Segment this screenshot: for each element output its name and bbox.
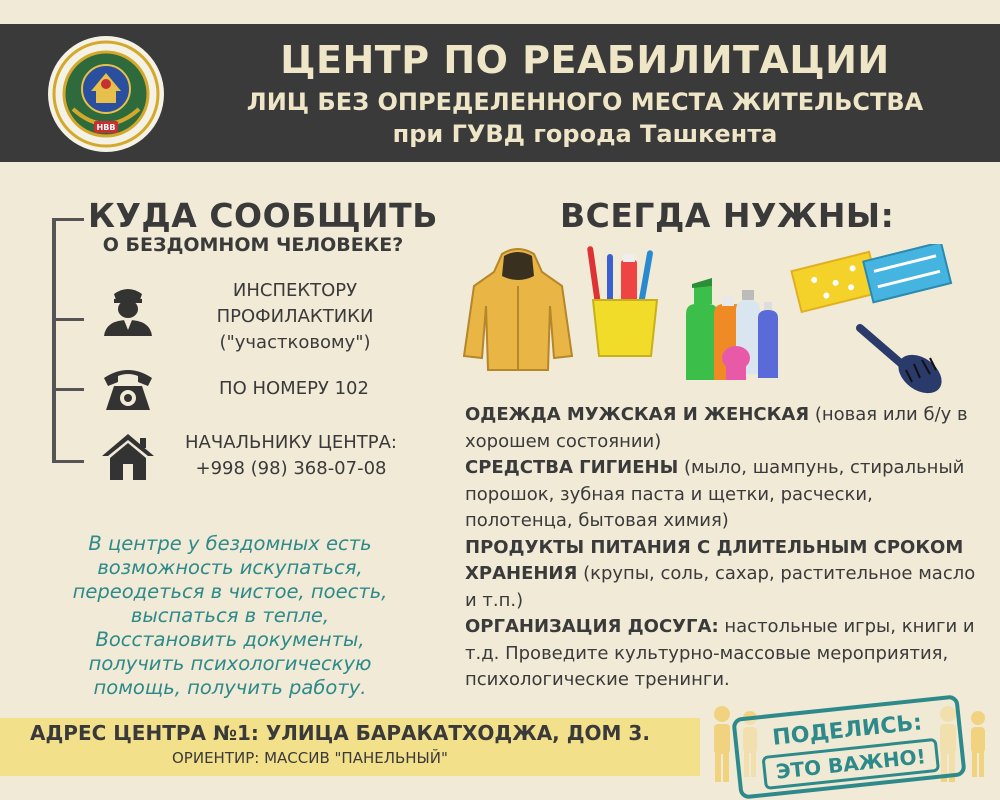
- contact-inspector-line1: ИНСПЕКТОРУ: [232, 280, 358, 301]
- needs-item-heading: ПРОДУКТЫ ПИТАНИЯ С ДЛИТЕЛЬНЫМ СРОКОМ ХРАНЕНИЯ: [465, 536, 964, 584]
- contact-inspector-line2: ПРОФИЛАКТИКИ: [216, 306, 374, 327]
- needs-item-hygiene: [465, 455, 985, 535]
- towels-icon: [786, 244, 958, 316]
- needs-item-heading: СРЕДСТВА ГИГИЕНЫ: [465, 457, 679, 478]
- bracket-tick: [52, 218, 84, 221]
- contact-head-phone: +998 (98) 368-07-08: [195, 458, 387, 479]
- report-subtitle: О БЕЗДОМНОМ ЧЕЛОВЕКЕ?: [102, 234, 404, 256]
- needs-item-detail: (крупы, соль, сахар, растительное масло и т.п.): [465, 563, 976, 611]
- bracket-tick: [52, 460, 84, 463]
- police-emblem-icon: [48, 36, 164, 152]
- telephone-icon: [100, 360, 156, 416]
- police-officer-icon: [100, 280, 156, 336]
- needs-item-clothes: [465, 402, 985, 455]
- bracket-tick: [52, 388, 84, 391]
- center-services-note: [30, 532, 430, 700]
- address-text: АДРЕС ЦЕНТРА №1: УЛИЦА БАРАКАТХОДЖА, ДОМ 3.: [30, 721, 650, 745]
- needs-item-leisure: [465, 614, 985, 694]
- report-title: КУДА СООБЩИТЬ: [88, 196, 438, 235]
- needs-item-heading: ОДЕЖДА МУЖСКАЯ И ЖЕНСКАЯ: [465, 404, 810, 425]
- needs-item-food: [465, 535, 985, 615]
- bracket-tick: [52, 318, 84, 321]
- hairbrush-icon: [854, 320, 948, 394]
- needs-list: [465, 402, 985, 694]
- contact-phone: ПО НОМЕРУ 102: [219, 378, 369, 399]
- note-line: помощь, получить работу.: [93, 676, 367, 699]
- note-line: В центре у бездомных есть: [88, 532, 372, 555]
- note-line: выспаться в тепле,: [130, 604, 330, 627]
- contact-inspector: [200, 278, 390, 356]
- landmark-text: ОРИЕНТИР: МАССИВ "ПАНЕЛЬНЫЙ": [172, 749, 448, 767]
- bracket-line: [52, 218, 56, 462]
- address-footer: [0, 718, 700, 776]
- needs-item-detail: (мыло, шампунь, стиральный порошок, зубная паста и щетки, расчески, полотенца, бытовая химия): [465, 457, 965, 531]
- important-text: ЭТО ВАЖНО!: [761, 738, 940, 790]
- needs-title: ВСЕГДА НУЖНЫ:: [560, 196, 895, 235]
- note-line: возможность искупаться,: [97, 556, 363, 579]
- note-line: переодеться в чистое, поесть,: [72, 580, 388, 603]
- raincoat-icon: [462, 246, 574, 374]
- note-line: Восстановить документы,: [95, 628, 365, 651]
- needs-item-detail: настольные игры, книги и т.д. Проведите культурно-массовые мероприятия, психологические тренинги.: [465, 616, 975, 690]
- header-title-line3: при ГУВД города Ташкента: [392, 120, 778, 148]
- contact-inspector-line3: ("участковому"): [219, 332, 371, 353]
- needs-item-heading: ОРГАНИЗАЦИЯ ДОСУГА:: [465, 616, 719, 637]
- svg-text:НВВ: НВВ: [96, 123, 116, 132]
- note-line: получить психологическую: [88, 652, 372, 675]
- house-icon: [100, 428, 156, 484]
- contact-head-line1: НАЧАЛЬНИКУ ЦЕНТРА:: [185, 432, 397, 453]
- toothbrushes-cup-icon: [585, 246, 665, 358]
- share-text: ПОДЕЛИСЬ:: [771, 710, 924, 751]
- header-title-line1: ЦЕНТР ПО РЕАБИЛИТАЦИИ: [280, 38, 890, 82]
- contact-head: [160, 430, 422, 482]
- header-banner: [0, 24, 1000, 162]
- cleaning-bottles-icon: [678, 274, 788, 384]
- needs-item-detail: (новая или б/у в хорошем состоянии): [465, 404, 968, 452]
- header-title-line2: ЛИЦ БЕЗ ОПРЕДЕЛЕННОГО МЕСТА ЖИТЕЛЬСТВА: [246, 88, 924, 116]
